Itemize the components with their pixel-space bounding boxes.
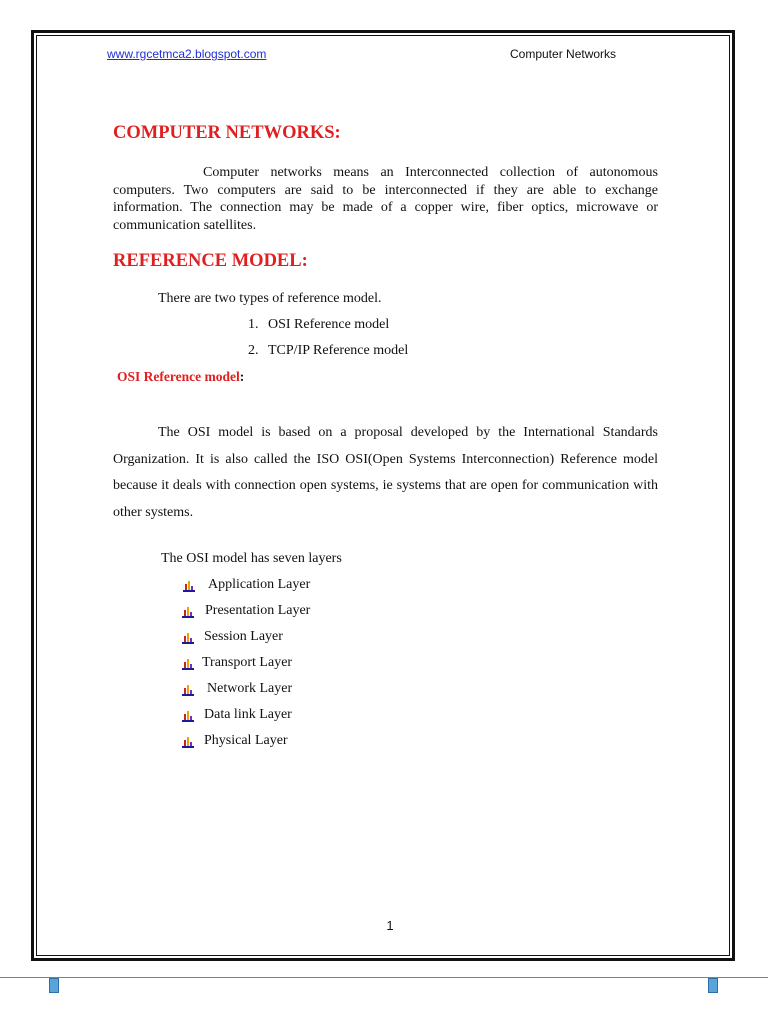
arrow-bullet-icon bbox=[182, 736, 194, 748]
site-link[interactable]: www.rgcetmca2.blogspot.com bbox=[107, 47, 267, 61]
osi-subheading-colon: : bbox=[239, 369, 245, 384]
osi-subheading bbox=[117, 369, 244, 385]
footer-marker-right bbox=[708, 978, 718, 993]
layer-item: Physical Layer bbox=[204, 733, 288, 748]
document-title: Computer Networks bbox=[510, 47, 617, 61]
footer-marker-left bbox=[49, 978, 59, 993]
osi-paragraph: The OSI model is based on a proposal developed by the International Standards Organization. It is also called the ISO OSI(Open Systems Interconnection) Reference model because it deals with connection open systems, ie systems that are open for communication with other systems. bbox=[113, 425, 658, 520]
arrow-bullet-icon bbox=[182, 710, 194, 722]
list-text: TCP/IP Reference model bbox=[268, 343, 409, 358]
osi-subheading-text: OSI Reference model bbox=[117, 369, 240, 384]
layer-item: Transport Layer bbox=[202, 655, 293, 670]
arrow-bullet-icon bbox=[182, 658, 194, 670]
reference-model-heading: REFERENCE MODEL: bbox=[113, 251, 308, 271]
computer-networks-paragraph: Computer networks means an Interconnected collection of autonomous computers. Two computers are said to be interconnected if they are able to exchange information. The connection may be made of a copper wire, fiber optics, microwave or communication satellites. bbox=[113, 165, 658, 233]
arrow-bullet-icon bbox=[182, 606, 194, 618]
layer-item: Network Layer bbox=[207, 681, 293, 696]
list-item bbox=[248, 317, 389, 333]
list-text: OSI Reference model bbox=[268, 317, 390, 332]
layer-item: Application Layer bbox=[208, 577, 311, 592]
arrow-bullet-icon bbox=[182, 684, 194, 696]
list-item bbox=[248, 343, 408, 359]
computer-networks-heading: COMPUTER NETWORKS: bbox=[113, 123, 341, 143]
layers-intro: The OSI model has seven layers bbox=[161, 551, 342, 566]
reference-model-intro: There are two types of reference model. bbox=[158, 291, 382, 306]
list-number: 1. bbox=[248, 317, 259, 332]
layer-item: Presentation Layer bbox=[205, 603, 311, 618]
layer-item: Session Layer bbox=[204, 629, 283, 644]
arrow-bullet-icon bbox=[182, 632, 194, 644]
page-number: 1 bbox=[386, 918, 394, 933]
arrow-bullet-icon bbox=[183, 580, 195, 592]
layer-item: Data link Layer bbox=[204, 707, 292, 722]
footer-rule bbox=[0, 977, 768, 978]
list-number: 2. bbox=[248, 343, 259, 358]
